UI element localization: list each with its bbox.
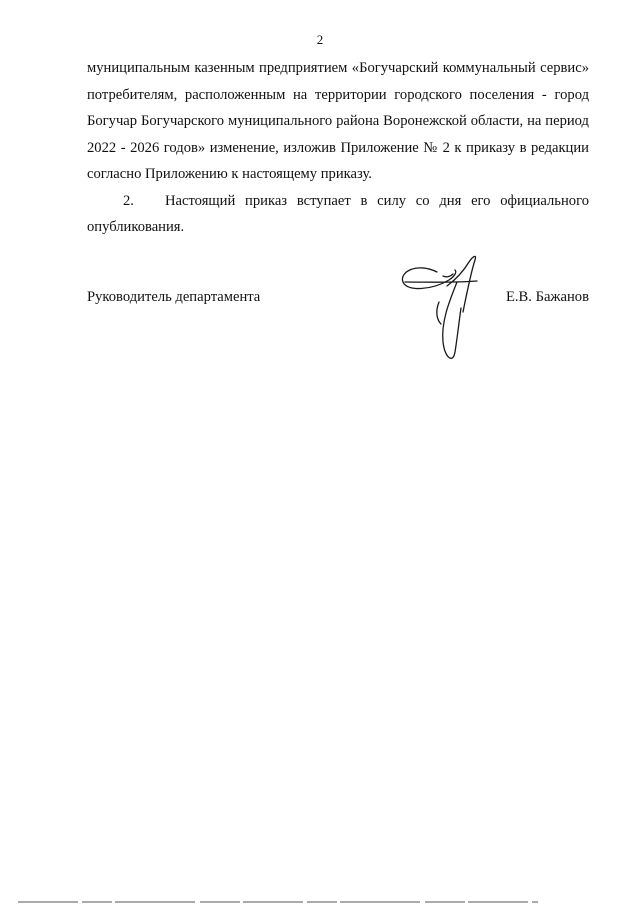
paragraph-continuation: муниципальным казенным предприятием «Богучарский коммунальный сервис» потребителям, расположенным на территории городского поселения - город Богучар Богучарского муниципального района Воронежской области, на период 2022 - 2026 годов» изменение, изложив Приложение № 2 к приказу в редакции согласно Приложению к настоящему приказу. (87, 60, 589, 182)
paragraph-item-2 (87, 188, 589, 241)
signatory-position: Руководитель департамента (87, 289, 261, 305)
signature-block (87, 280, 589, 390)
item-text: Настоящий приказ вступает в силу со дня его официального опубликования. (87, 192, 589, 235)
page-number: 2 (316, 32, 324, 47)
item-number: 2. (123, 192, 134, 209)
handwritten-signature (397, 252, 507, 378)
document-body (87, 55, 589, 241)
signatory-name: Е.В. Бажанов (505, 289, 589, 305)
footer-rule (18, 899, 538, 905)
